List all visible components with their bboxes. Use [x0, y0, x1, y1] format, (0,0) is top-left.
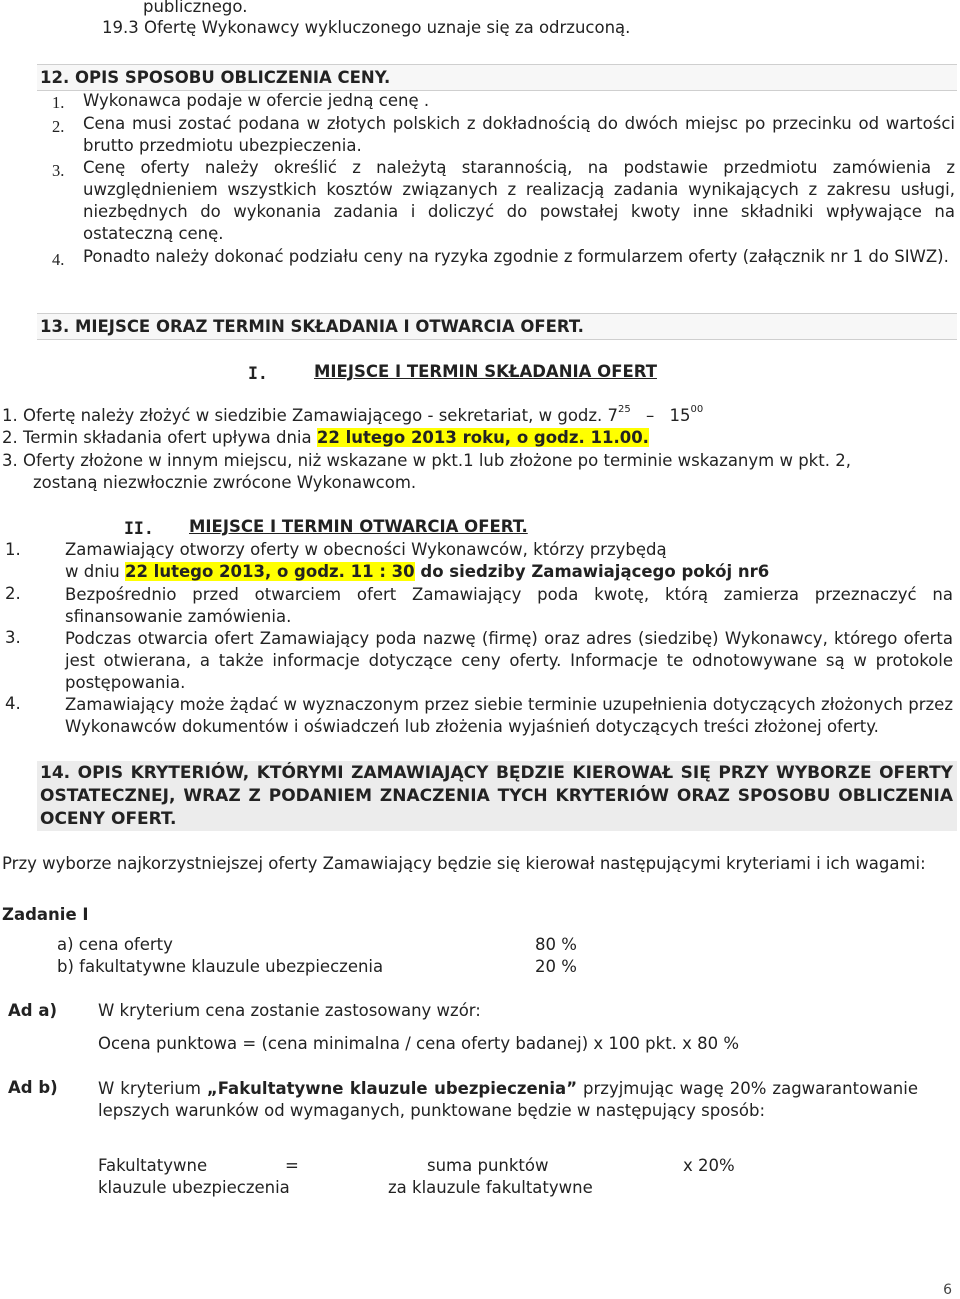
opening-item4-num: 4. [5, 694, 21, 713]
formula-equals: = [285, 1156, 299, 1175]
submission-deadline-text: 2. Termin składania ofert upływa dnia [2, 428, 317, 447]
ad-b-post: przyjmując wagę 20% zagwarantowanie lepszych warunków od wymaganych, punktowane będzie w następujący sposób: [98, 1079, 918, 1120]
submission-hour-dash: – [646, 406, 655, 425]
ad-b-label: Ad b) [8, 1078, 58, 1097]
opening-item4-text: Zamawiający może żądać w wyznaczonym przez siebie terminie uzupełnienia dotyczących złożonych przez Wykonawców dokumentów i oświadczeń lub złożenia wyjaśnień dotyczących treści złożonej oferty. [65, 695, 953, 736]
formula-left-2: klauzule ubezpieczenia [98, 1178, 290, 1197]
sub2-number: II. [124, 519, 154, 538]
opening-place: do siedziby Zamawiającego pokój nr6 [414, 562, 770, 581]
top-line-2: 19.3 Ofertę Wykonawcy wykluczonego uznaje się za odrzuconą. [102, 18, 631, 37]
section-12-heading [37, 64, 957, 91]
sub2-title: MIEJSCE I TERMIN OTWARCIA OFERT. [189, 517, 528, 536]
zadanie-heading: Zadanie I [2, 905, 89, 924]
criterion-b-weight: 20 % [535, 957, 577, 976]
submission-deadline-date: 22 lutego 2013 roku, o godz. 11.00. [316, 428, 649, 447]
opening-item2-num: 2. [5, 584, 21, 603]
formula-left-1: Fakultatywne [98, 1156, 208, 1175]
ad-a-formula: Ocena punktowa = (cena minimalna / cena oferty badanej) x 100 pkt. x 80 % [98, 1034, 740, 1053]
section-12-title: 12. OPIS SPOSOBU OBLICZENIA CENY. [40, 68, 391, 87]
ad-b-criterion-name: „Fakultatywne klauzule ubezpieczenia” [206, 1079, 578, 1098]
submission-deadline [2, 428, 649, 447]
s12-item1-text: Wykonawca podaje w ofercie jedną cenę . [83, 91, 430, 110]
criterion-a-weight: 80 % [535, 935, 577, 954]
formula-right: x 20% [683, 1156, 735, 1175]
criterion-a-label: a) cena oferty [57, 935, 173, 954]
opening-item3-text: Podczas otwarcia ofert Zamawiający poda nazwę (firmę) oraz adres (siedzibę) Wykonawcy, którego oferta jest otwierana, a także informacje dotyczące ceny oferty. Informacje te odnotowywane są w protokole postępowania. [65, 629, 953, 692]
sub1-number: I. [248, 364, 268, 383]
formula-mid-2: za klauzule fakultatywne [388, 1178, 593, 1197]
opening-item3-num: 3. [5, 628, 21, 647]
s12-item2-num: 2. [52, 117, 65, 136]
s12-item3-text: Cenę oferty należy określić z należytą starannością, na podstawie przedmiotu zamówienia z uwzględnieniem wszystkich kosztów związanych z realizacją zadania wynikających z zakresu usługi, niezbędnych do wykonania zadania i doliczyć do powstałej kwoty inne składniki wpływające na ostateczną cenę. [83, 158, 955, 243]
s12-item3-num: 3. [52, 161, 65, 180]
opening-item1-num: 1. [5, 540, 21, 559]
ad-a-text: W kryterium cena zostanie zastosowany wzór: [98, 1001, 481, 1020]
sub1-title: MIEJSCE I TERMIN SKŁADANIA OFERT [314, 362, 657, 381]
opening-item1-line2 [65, 562, 769, 581]
submission-place-text: 1. Ofertę należy złożyć w siedzibie Zamawiającego - sekretariat, w godz. 7 [2, 406, 619, 425]
submission-hour-end: 15 [669, 406, 691, 425]
ad-b-pre: W kryterium [98, 1079, 207, 1098]
criterion-b-label: b) fakultatywne klauzule ubezpieczenia [57, 957, 384, 976]
opening-item2-text: Bezpośrednio przed otwarciem ofert Zamawiający poda kwotę, którą zamierza przeznaczyć na sfinansowanie zamówienia. [65, 585, 953, 626]
section-13-title: 13. MIEJSCE ORAZ TERMIN SKŁADANIA I OTWARCIA OFERT. [40, 317, 584, 336]
submission-place [2, 406, 703, 425]
formula-mid-1: suma punktów [427, 1156, 549, 1175]
s12-item1-num: 1. [52, 93, 65, 112]
s12-item4-num: 4. [52, 250, 65, 269]
opening-item1-line1: Zamawiający otworzy oferty w obecności Wykonawców, którzy przybędą [65, 540, 667, 559]
late-offers-line1: 3. Oferty złożone w innym miejscu, niż wskazane w pkt.1 lub złożone po terminie wskazanym w pkt. 2, [2, 451, 851, 470]
top-line-1: publicznego. [143, 0, 248, 16]
submission-hour-start-min: 25 [618, 404, 631, 415]
s12-item2-text: Cena musi zostać podana w złotych polskich z dokładnością do dwóch miejsc po przecinku od wartości brutto przedmiotu ubezpieczenia. [83, 114, 955, 155]
section-13-heading [37, 313, 957, 340]
criteria-intro: Przy wyborze najkorzystniejszej oferty Zamawiający będzie się kierował następującymi kryteriami i ich wagami: [2, 854, 926, 873]
opening-item1-pre: w dniu [65, 562, 125, 581]
ad-a-label: Ad a) [8, 1001, 58, 1020]
submission-hour-end-min: 00 [690, 404, 704, 415]
ad-b-text [98, 1078, 918, 1122]
page-number: 6 [943, 1282, 952, 1298]
s12-item4-text: Ponadto należy dokonać podziału ceny na ryzyka zgodnie z formularzem oferty (załącznik nr 1 do SIWZ). [83, 247, 949, 266]
section-14-heading: 14. OPIS KRYTERIÓW, KTÓRYMI ZAMAWIAJĄCY BĘDZIE KIEROWAŁ SIĘ PRZY WYBORZE OFERTY OSTATECZNEJ, WRAZ Z PODANIEM ZNACZENIA TYCH KRYTERIÓW ORAZ SPOSOBU OBLICZENIA OCENY OFERT. [40, 763, 953, 829]
late-offers-line2: zostaną niezwłocznie zwrócone Wykonawcom. [33, 473, 417, 492]
opening-date-highlight: 22 lutego 2013, o godz. 11 : 30 [124, 562, 415, 581]
